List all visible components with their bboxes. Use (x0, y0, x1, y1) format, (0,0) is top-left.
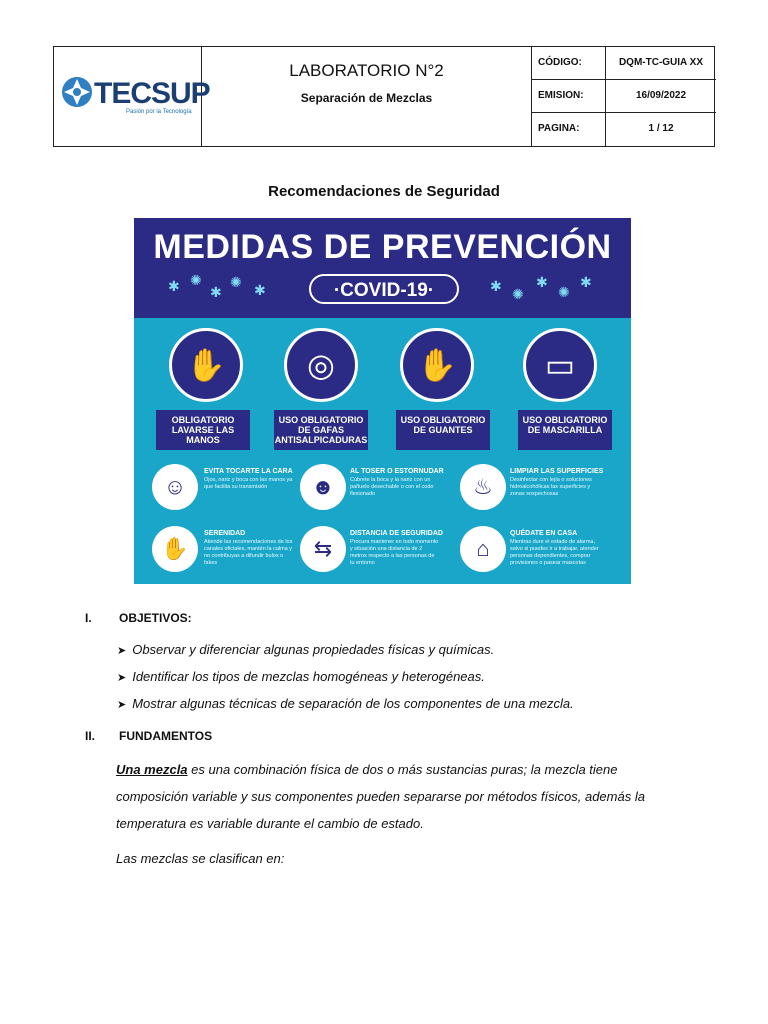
meta-row-codigo (532, 47, 716, 80)
classification-note: Las mezclas se clasifican en: (116, 851, 285, 866)
tip-text: Ojos, nariz y boca con las manos ya que facilita su transmisión (204, 477, 293, 490)
section-heading: FUNDAMENTOS (119, 729, 213, 743)
spray-icon: ♨ (460, 464, 506, 510)
tip-text: Atiende las recomendaciones de los canales oficiales, mantén la calma y no contribuyas a difundir bulos o fakes (204, 539, 293, 566)
virus-icon: ✱ (580, 274, 592, 290)
tip-title: EVITA TOCARTE LA CARA (204, 468, 293, 475)
objective-text: Mostrar algunas técnicas de separación de los componentes de una mezcla. (132, 696, 574, 711)
measure-label: USO OBLIGATORIO DE MASCARILLA (518, 410, 612, 450)
house-icon: ⌂ (460, 526, 506, 572)
palm-icon: ✋ (152, 526, 198, 572)
meta-key: PAGINA: (532, 113, 606, 146)
tip-title: AL TOSER O ESTORNUDAR (350, 468, 444, 475)
hand-wash-icon: ✋ (169, 328, 243, 402)
section-number: II. (85, 729, 96, 743)
lab-title: LABORATORIO N°2 (289, 61, 444, 80)
virus-icon: ✱ (168, 278, 180, 294)
virus-icon: ✱ (210, 284, 222, 300)
fundamentos-paragraph (116, 756, 686, 837)
tip-text: Procura mantener en todo momento y situación una distancia de 2 metros respecto a las personas de tu entorno (350, 539, 439, 566)
section-heading: OBJETIVOS: (119, 611, 192, 625)
meta-row-emision (532, 80, 716, 113)
virus-icon: ✱ (490, 278, 502, 294)
covid-pill: ·COVID-19· (309, 274, 459, 304)
gloves-icon: ✋ (400, 328, 474, 402)
face-icon: ☺ (152, 464, 198, 510)
distance-icon: ⇆ (300, 526, 346, 572)
term-bold: Una mezcla (116, 762, 188, 777)
paragraph-body: es una combinación física de dos o más sustancias puras; la mezcla tiene composición variable y sus componentes pueden separarse por métodos físicos, además la temperatura es variable durante el cambio de estado. (116, 762, 645, 831)
measure-label: OBLIGATORIO LAVARSE LAS MANOS (156, 410, 250, 450)
mask-icon: ▭ (523, 328, 597, 402)
tecsup-logo-icon (60, 75, 94, 109)
objective-item (117, 696, 574, 711)
section-title: Recomendaciones de Seguridad (268, 183, 500, 200)
tip-text: Desinfectar con lejía o soluciones hidroalcohólicas las superficies y zonas sospechosas (510, 477, 592, 497)
meta-key: EMISION: (532, 80, 606, 112)
arrow-bullet-icon: ➤ (117, 645, 127, 657)
poster-header-band (134, 218, 631, 318)
objective-text: Identificar los tipos de mezclas homogéneas y heterogéneas. (132, 669, 485, 684)
tip-text: Mientras dure el estado de alarma, salvo si puedes ir a trabajar, atender personas dependientes, comprar provisiones o pasear mascotas (510, 539, 599, 566)
fundamentos-heading (85, 729, 212, 743)
objetivos-heading (85, 611, 192, 625)
meta-value: DQM-TC-GUIA XX (618, 57, 704, 68)
objective-item (117, 642, 494, 657)
virus-icon: ✱ (536, 274, 548, 290)
virus-icon: ✺ (512, 286, 524, 302)
meta-value: 16/09/2022 (635, 90, 687, 101)
virus-icon: ✺ (190, 272, 202, 288)
poster-heading: MEDIDAS DE PREVENCIÓN (153, 228, 612, 266)
tip-title: QUÉDATE EN CASA (510, 530, 578, 537)
section-number: I. (85, 611, 92, 625)
covid-poster (134, 218, 631, 584)
objective-item (117, 669, 485, 684)
virus-icon: ✺ (558, 284, 570, 300)
tip-text: Cúbrete la boca y la nariz con un pañuelo desechable o con el codo flexionado (350, 477, 434, 497)
logo-wordmark: TECSUP (94, 77, 210, 110)
arrow-bullet-icon: ➤ (117, 699, 127, 711)
measure-label: USO OBLIGATORIO DE GAFAS ANTISALPICADURAS (274, 410, 368, 450)
logo-cell (54, 47, 210, 146)
tip-title: LIMPIAR LAS SUPERFICIES (510, 468, 604, 475)
virus-icon: ✺ (230, 274, 242, 290)
objective-text: Observar y diferenciar algunas propiedades físicas y químicas. (132, 642, 495, 657)
meta-table (532, 47, 716, 146)
tip-title: DISTANCIA DE SEGURIDAD (350, 530, 443, 537)
virus-icon: ✱ (254, 282, 266, 298)
tip-title: SERENIDAD (204, 530, 246, 537)
meta-row-pagina (532, 113, 716, 146)
meta-key: CÓDIGO: (532, 47, 606, 79)
lab-subtitle: Separación de Mezclas (300, 91, 433, 105)
goggles-icon: ◎ (284, 328, 358, 402)
arrow-bullet-icon: ➤ (117, 672, 127, 684)
title-cell (202, 47, 532, 146)
meta-value: 1 / 12 (648, 123, 674, 134)
cough-icon: ☻ (300, 464, 346, 510)
logo-tagline: Pasión por la Tecnología (126, 109, 192, 115)
measure-label: USO OBLIGATORIO DE GUANTES (396, 410, 490, 450)
document-header (53, 46, 715, 147)
